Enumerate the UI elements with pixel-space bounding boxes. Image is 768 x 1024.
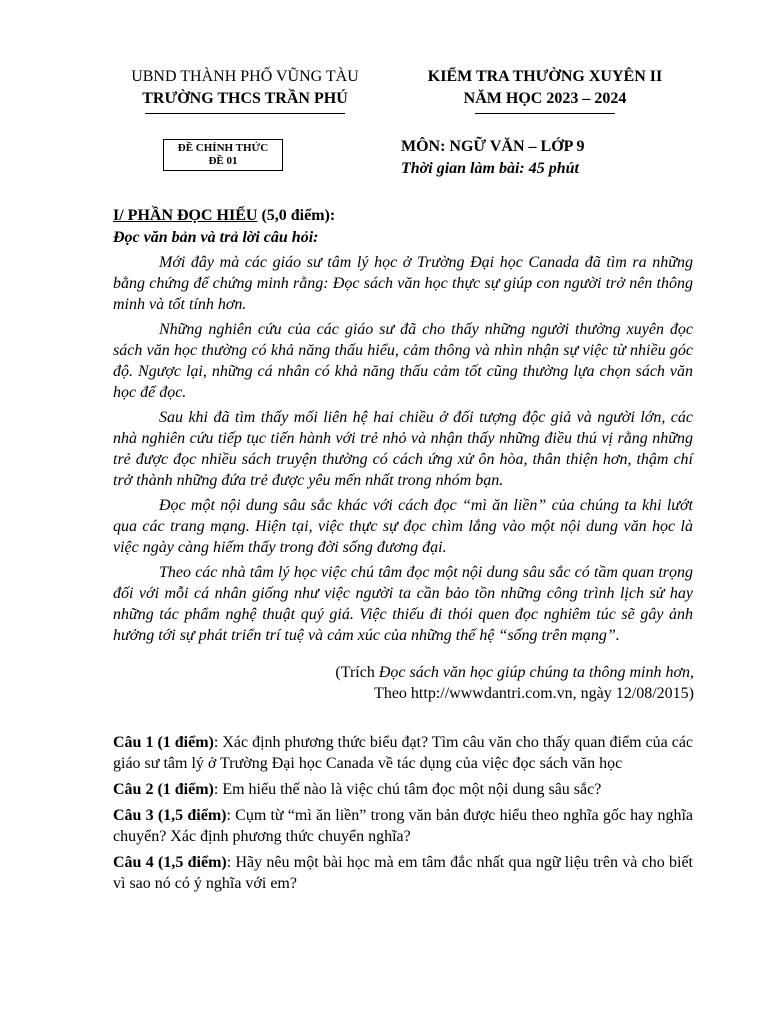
question-heading: Câu 3 (1,5 điểm) bbox=[113, 807, 227, 824]
question-heading: Câu 4 (1,5 điểm) bbox=[113, 854, 227, 871]
school-header bbox=[100, 66, 390, 114]
question-item bbox=[113, 852, 693, 894]
passage-paragraph: Theo các nhà tâm lý học việc chú tâm đọc một nội dung sâu sắc có tầm quan trọng đối với mỗi cá nhân giống như việc người ta cần bảo tồn những công trình lịch sử hay những tác phẩm nghệ thuật quý giá. Việc thiếu đi thói quen đọc nghiêm túc sẽ gây ảnh hưởng tới sự phát triển trí tuệ và cảm xúc của những thế hệ “sống trên mạng”. bbox=[113, 564, 693, 644]
question-text: : Hãy nêu một bài học mà em tâm đắc nhất qua ngữ liệu trên và cho biết vì sao nó có ý nghĩa với em? bbox=[113, 854, 693, 892]
question-list bbox=[113, 732, 693, 899]
duration-line: Thời gian làm bài: 45 phút bbox=[401, 160, 579, 177]
section-instruction: Đọc văn bản và trả lời câu hỏi: bbox=[113, 229, 319, 246]
citation-line-2: Theo http://wwwdantri.com.vn, ngày 12/08/2015) bbox=[374, 685, 694, 702]
citation bbox=[260, 662, 694, 704]
question-item bbox=[113, 732, 693, 774]
exam-header bbox=[395, 66, 695, 114]
question-text: : Xác định phương thức biểu đạt? Tìm câu văn cho thấy quan điểm của các giáo sư tâm lý ở Trường Đại học Canada về tác dụng của việc đọc sách văn học bbox=[113, 734, 694, 772]
question-item bbox=[113, 779, 693, 800]
authority-name: UBND THÀNH PHỐ VŨNG TÀU bbox=[131, 68, 359, 85]
question-item bbox=[113, 805, 693, 847]
exam-underline bbox=[475, 113, 615, 114]
reading-passage bbox=[113, 252, 693, 650]
exam-title: KIỂM TRA THƯỜNG XUYÊN II bbox=[427, 68, 663, 85]
passage-paragraph: Những nghiên cứu của các giáo sư đã cho thấy những người thường xuyên đọc sách văn học thường có khả năng thấu hiểu, cảm thông và nhìn nhận sự việc từ nhiều góc độ. Ngược lại, những cá nhân có khả năng thấu cảm tốt cũng thường lựa chọn sách văn học để đọc. bbox=[113, 321, 693, 401]
section-points: (5,0 điểm): bbox=[257, 207, 336, 224]
exam-code: ĐỀ 01 bbox=[208, 155, 238, 167]
citation-title: Đọc sách văn học giúp chúng ta thông minh hơn bbox=[378, 664, 690, 681]
passage-paragraph: Sau khi đã tìm thấy mối liên hệ hai chiều ở đối tượng độc giả và người lớn, các nhà nghiên cứu tiếp tục tiến hành với trẻ nhỏ và nhận thấy những điều thú vị rằng những trẻ được đọc nhiều sách truyện thường có cách ứng xử ôn hòa, thân thiện hơn, thậm chí trở thành những đứa trẻ được yêu mến nhất trong nhóm bạn. bbox=[113, 409, 693, 489]
question-text: : Cụm từ “mì ăn liền” trong văn bản được hiểu theo nghĩa gốc hay nghĩa chuyển? Xác định phương thức chuyển nghĩa? bbox=[113, 807, 694, 845]
passage-paragraph: Đọc một nội dung sâu sắc khác với cách đọc “mì ăn liền” của chúng ta khi lướt qua các trang mạng. Hiện tại, việc thực sự đọc chìm lắng vào một nội dung văn học là việc ngày càng hiếm thấy trong đời sống đương đại. bbox=[113, 497, 693, 556]
question-text: : Em hiểu thế nào là việc chú tâm đọc một nội dung sâu sắc? bbox=[213, 781, 602, 798]
passage-paragraph: Mới đây mà các giáo sư tâm lý học ở Trường Đại học Canada đã tìm ra những bằng chứng để chứng minh rằng: Đọc sách văn học thực sự giúp con người trở nên thông minh và tốt tính hơn. bbox=[113, 254, 693, 313]
question-heading: Câu 2 (1 điểm) bbox=[113, 781, 214, 798]
section-title-main: I/ PHẦN ĐỌC HIỂU bbox=[113, 207, 258, 224]
subject-line: MÔN: NGỮ VĂN – LỚP 9 bbox=[401, 138, 585, 155]
official-exam-box bbox=[163, 139, 283, 171]
official-label: ĐỀ CHÍNH THỨC bbox=[177, 142, 269, 154]
school-underline bbox=[145, 113, 345, 114]
school-year: NĂM HỌC 2023 – 2024 bbox=[463, 90, 627, 107]
citation-line-1: (Trích Đọc sách văn học giúp chúng ta thông minh hơn, bbox=[335, 664, 694, 681]
section-title bbox=[113, 205, 335, 227]
school-name: TRƯỜNG THCS TRẦN PHÚ bbox=[142, 90, 348, 107]
question-heading: Câu 1 (1 điểm) bbox=[113, 734, 214, 751]
